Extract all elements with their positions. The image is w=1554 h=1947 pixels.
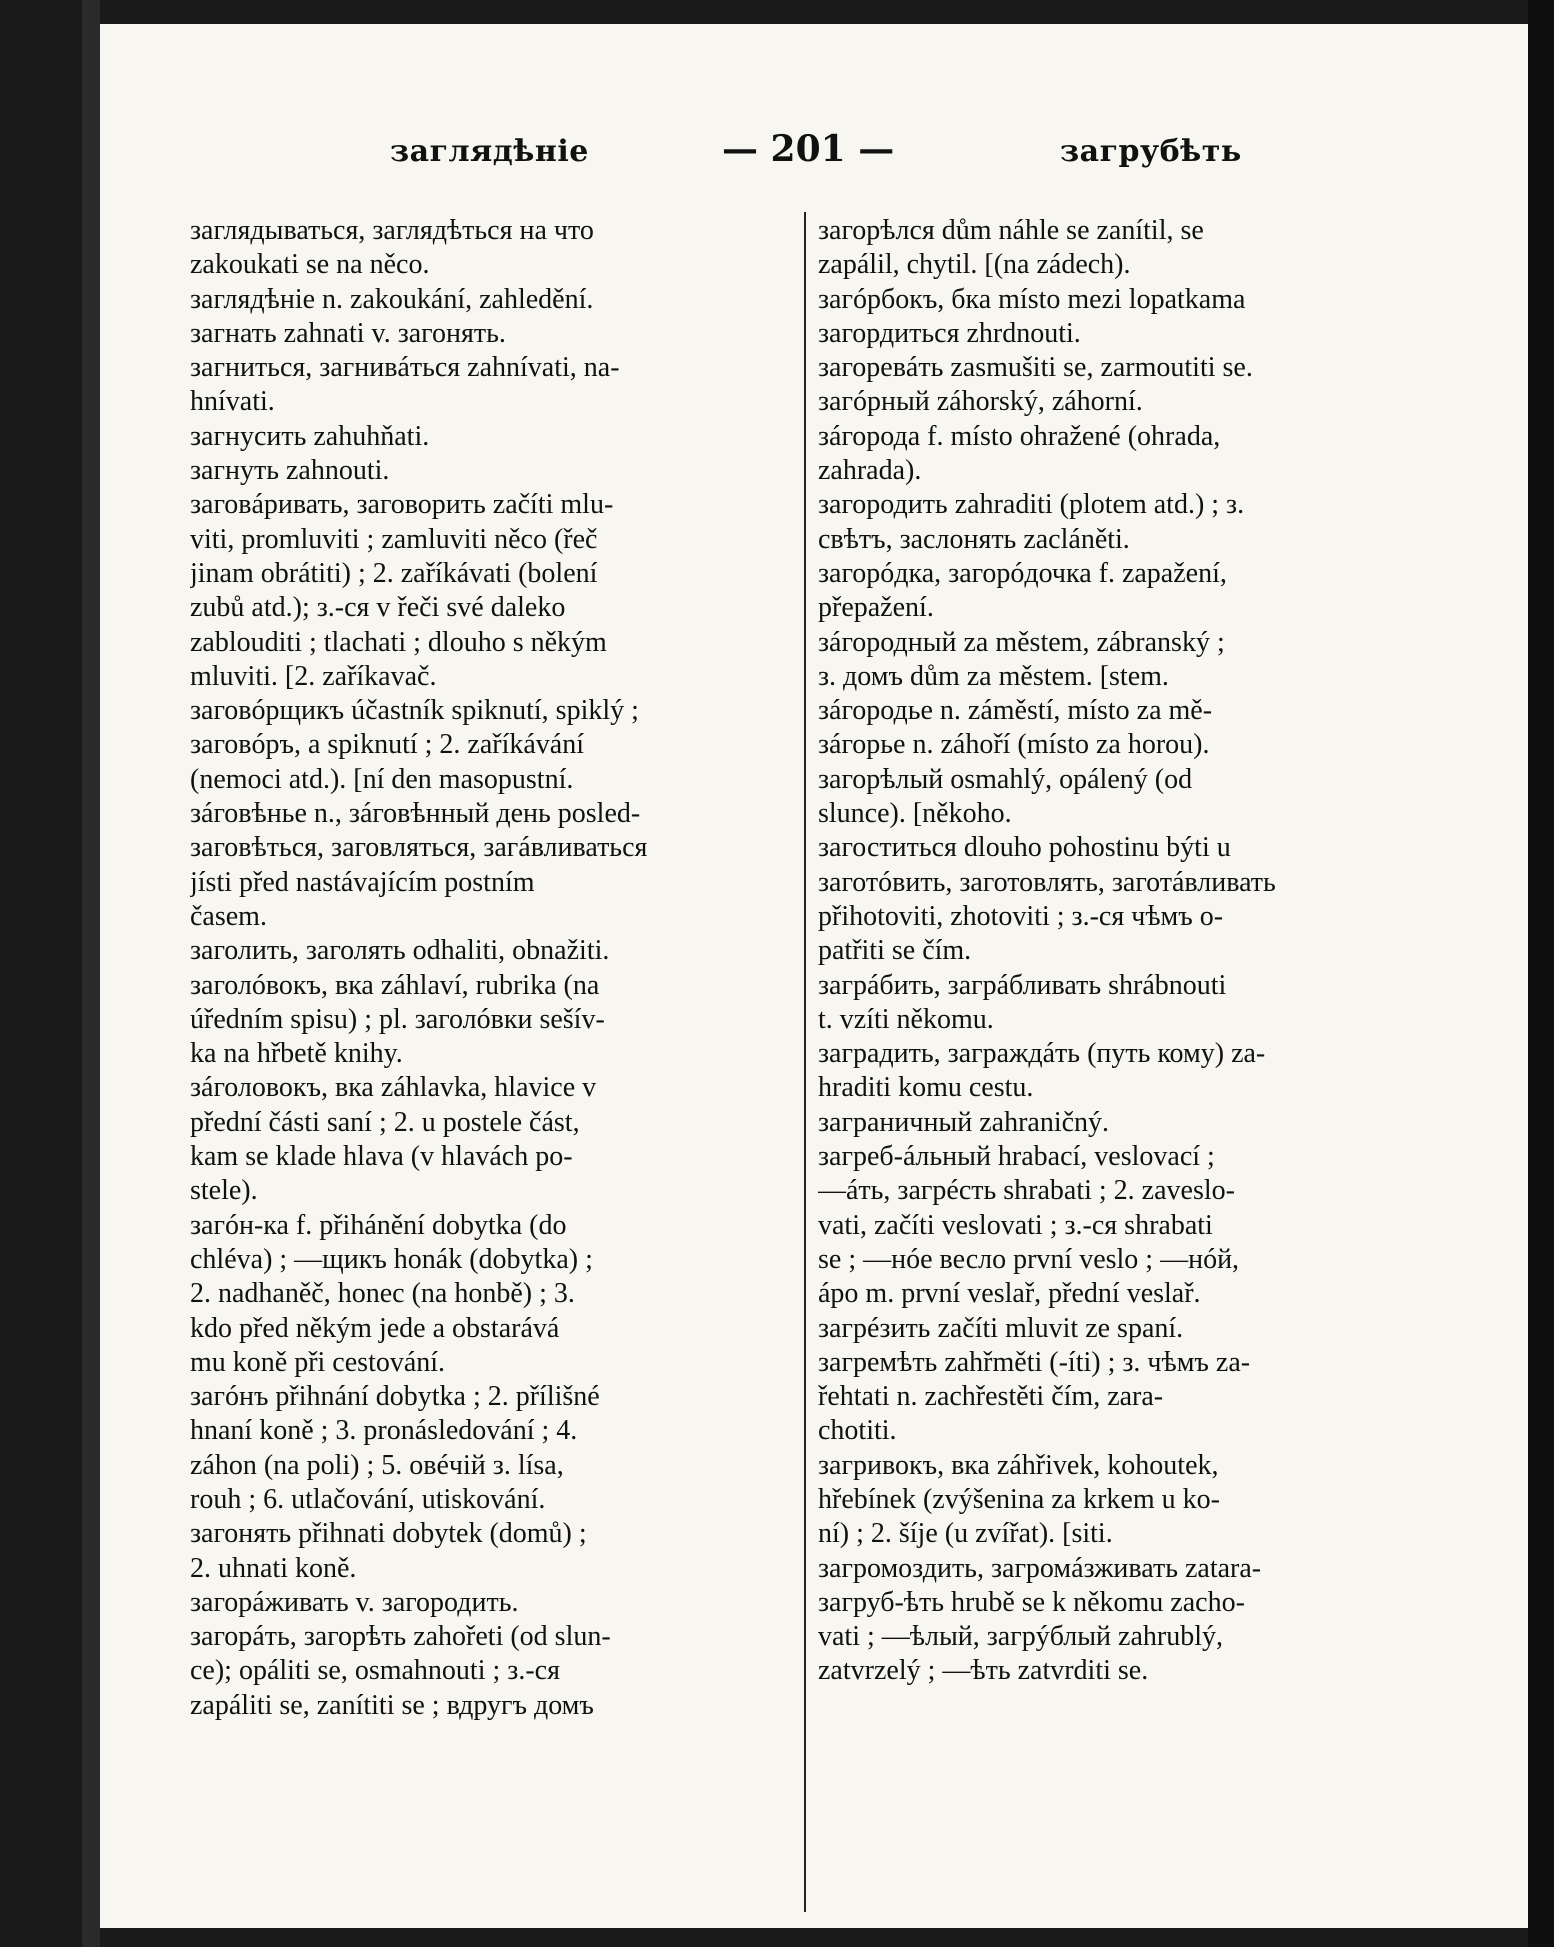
dictionary-line: stele). (190, 1175, 258, 1207)
dictionary-line: 2. nadhaněč, honec (na honbě) ; 3. (190, 1278, 575, 1310)
dictionary-line: зáгорода f. místo ohražené (ohrada, (818, 420, 1221, 452)
dictionary-line: загремѣть zahřměti (-íti) ; з. чѣмъ za- (818, 1346, 1251, 1378)
dictionary-line: vati, začíti veslovati ; з.-ся shrabati (818, 1209, 1213, 1241)
dictionary-line: zubů atd.); з.-ся v řeči své daleko (190, 592, 566, 624)
dictionary-line: загромоздить, загромáзживать zatara- (818, 1552, 1262, 1584)
dictionary-line: загоститься dlouho pohostinu býti u (818, 832, 1231, 864)
dictionary-line: зáгородье n. záměstí, místo za mě- (818, 695, 1213, 727)
left-column (190, 214, 782, 1723)
dictionary-line: viti, promluviti ; zamluviti něco (řeč (190, 523, 598, 555)
dictionary-line: загривокъ, вка záhřivek, kohoutek, (818, 1449, 1219, 1481)
dictionary-line: t. vzíti někomu. (818, 1003, 994, 1035)
dictionary-line: заговáривать, заговорить začíti mlu- (190, 489, 614, 521)
dictionary-line: úředním spisu) ; pl. заголóвки sešív- (190, 1003, 605, 1035)
dictionary-page (100, 24, 1528, 1928)
dictionary-line: jísti před nastávajícím postním (190, 866, 535, 898)
dictionary-line: загорóдка, загорóдочка f. zapažení, (818, 557, 1227, 589)
running-header (100, 124, 1528, 184)
dictionary-line: přihotoviti, zhotoviti ; з.-ся чѣмъ o- (818, 900, 1224, 932)
dictionary-line: зáговѣнье n., зáговѣнный день posled- (190, 798, 641, 830)
dictionary-line: záhon (na poli) ; 5. овéчій з. lísa, (190, 1449, 564, 1481)
dictionary-line: ní) ; 2. šíje (u zvířat). [siti. (818, 1518, 1113, 1550)
dictionary-line: загóн-ка f. přihánění dobytka (do (190, 1209, 567, 1241)
dictionary-line: chléva) ; —щикъ honák (dobytka) ; (190, 1243, 593, 1275)
dictionary-line: з. домъ dům za městem. [stem. (818, 660, 1169, 692)
dictionary-line: загóрбокъ, бка místo mezi lopatkama (818, 283, 1246, 315)
header-left-guide-word: заглядѣніе (390, 134, 589, 169)
dictionary-line: заграничный zahraničný. (818, 1106, 1110, 1138)
dictionary-line: загóрный záhorský, záhorní. (818, 386, 1143, 418)
dictionary-line: —áть, загрéсть shrabati ; 2. zaveslo- (818, 1175, 1235, 1207)
dictionary-line: hnívati. (190, 386, 275, 418)
dictionary-line: зáгородный za městem, zábranský ; (818, 626, 1225, 658)
dictionary-line: загнать zahnati v. загонять. (190, 317, 506, 349)
dictionary-line: загонять přihnati dobytek (domů) ; (190, 1518, 587, 1550)
dictionary-line: заголóвокъ, вка záhlaví, rubrika (na (190, 969, 600, 1001)
dictionary-line: загорáживать v. загородить. (190, 1586, 519, 1618)
dictionary-line: zakoukati se na něco. (190, 249, 430, 281)
dictionary-line: загрáбить, загрáбливать shrábnouti (818, 969, 1227, 1001)
dictionary-line: chotiti. (818, 1415, 897, 1447)
dictionary-line: řehtati n. zachřestěti čím, zara- (818, 1381, 1164, 1413)
dictionary-line: kam se klade hlava (v hlavách po- (190, 1141, 573, 1173)
dictionary-line: загорáть, загорѣть zahořeti (od slun- (190, 1621, 611, 1653)
dictionary-line: загорѣлся dům náhle se zanítil, se (818, 215, 1204, 246)
column-divider (804, 212, 806, 1912)
dictionary-line: áро m. první veslař, přední veslař. (818, 1278, 1201, 1310)
dictionary-line: заговѣться, заговляться, загáвливаться (190, 832, 648, 864)
dictionary-line: rouh ; 6. utlačování, utiskování. (190, 1483, 546, 1515)
dictionary-line: 2. uhnati koně. (190, 1552, 357, 1584)
dictionary-line: ce); opáliti se, osmahnouti ; з.-ся (190, 1655, 560, 1687)
dictionary-line: zapálil, chytil. [(na zádech). (818, 249, 1131, 281)
dictionary-line: přední části saní ; 2. u postele část, (190, 1106, 580, 1138)
dictionary-line: загруб-ѣть hrubě se k někomu zacho- (818, 1586, 1245, 1618)
header-right-guide-word: загрубѣть (1060, 134, 1242, 169)
dictionary-line: se ; —нóе весло první veslo ; —нóй, (818, 1243, 1240, 1275)
dictionary-line: загорѣлый osmahlý, opálený (od (818, 763, 1193, 795)
dictionary-line: загордиться zhrdnouti. (818, 317, 1081, 349)
dictionary-line: зáгорье n. záhoří (místo za horou). (818, 729, 1210, 761)
dictionary-line: zablouditi ; tlachati ; dlouho s někým (190, 626, 607, 658)
dictionary-line: zahrada). (818, 455, 922, 487)
dictionary-line: загнуть zahnouti. (190, 455, 390, 487)
dictionary-line: zapáliti se, zanítiti se ; вдругъ домъ (190, 1689, 594, 1721)
dictionary-line: kdo před někým jede a obstarává (190, 1312, 560, 1344)
dictionary-line: заговóрщикъ účastník spiknutí, spiklý ; (190, 695, 639, 727)
dictionary-line: jinam obrátiti) ; 2. zaříkávati (bolení (190, 557, 598, 589)
dictionary-line: přepažení. (818, 592, 934, 624)
dictionary-line: hnaní koně ; 3. pronásledování ; 4. (190, 1415, 578, 1447)
dictionary-line: загрéзить začíti mluvit ze spaní. (818, 1312, 1184, 1344)
dictionary-line: зáголовокъ, вка záhlavka, hlavice v (190, 1072, 597, 1104)
dictionary-line: mu koně při cestování. (190, 1346, 446, 1378)
dictionary-line: zatvrzelý ; —ѣть zatvrditi se. (818, 1655, 1149, 1687)
dictionary-line: загнусить zahuhňati. (190, 420, 430, 452)
dictionary-line: загородить zahraditi (plotem atd.) ; з. (818, 489, 1245, 521)
dictionary-line: загниться, загнивáться zahnívati, na- (190, 352, 620, 384)
right-column (818, 214, 1418, 1689)
dictionary-line: (nemoci atd.). [ní den masopustní. (190, 763, 574, 795)
dictionary-line: свѣтъ, заслонять zacláněti. (818, 523, 1130, 555)
dictionary-line: ka na hřbetě knihy. (190, 1038, 403, 1070)
scan-edge (1528, 0, 1554, 1947)
dictionary-line: заголить, заголять odhaliti, obnažiti. (190, 935, 610, 967)
dictionary-line: заговóръ, a spiknutí ; 2. zaříkávání (190, 729, 585, 761)
dictionary-line: vati ; —ѣлый, загрýблый zahrublý, (818, 1621, 1223, 1653)
dictionary-line: mluviti. [2. zaříkavač. (190, 660, 437, 692)
dictionary-line: patřiti se čím. (818, 935, 972, 967)
dictionary-line: загреб-áльный hrabací, veslovací ; (818, 1141, 1215, 1173)
dictionary-line: slunce). [někoho. (818, 798, 1012, 830)
book-gutter (82, 0, 100, 1947)
dictionary-line: загóнъ přihnání dobytka ; 2. přílišné (190, 1381, 600, 1413)
dictionary-line: časem. (190, 900, 267, 932)
dictionary-line: hřebínek (zvýšenina za krkem u ko- (818, 1483, 1220, 1515)
dictionary-line: загорeвáть zasmušiti se, zarmoutiti se. (818, 352, 1253, 384)
dictionary-line: заглядываться, заглядѣться на что (190, 215, 594, 246)
dictionary-line: заглядѣніе n. zakoukání, zahledění. (190, 283, 594, 315)
page-number: — 201 — (722, 128, 895, 170)
dictionary-line: заготóвить, заготовлять, заготáвливать (818, 866, 1276, 898)
dictionary-line: заградить, заграждáть (путь кому) za- (818, 1038, 1266, 1070)
dictionary-line: hraditi komu cestu. (818, 1072, 1034, 1104)
